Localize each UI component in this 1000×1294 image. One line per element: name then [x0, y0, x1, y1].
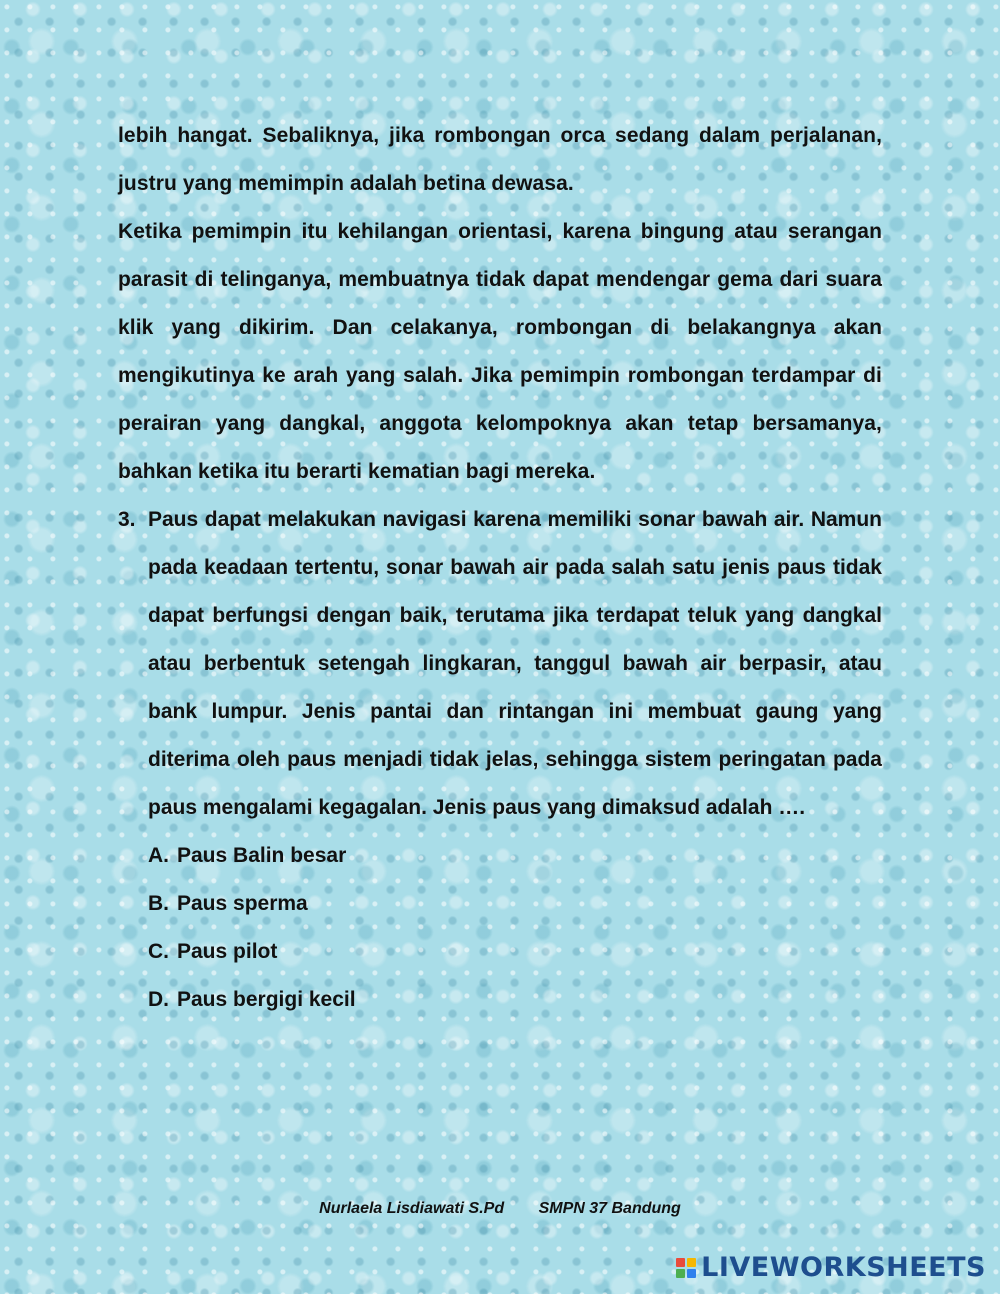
- option-text: Paus pilot: [177, 940, 278, 963]
- option-text: Paus sperma: [177, 892, 308, 915]
- logo-square-green: [676, 1269, 685, 1278]
- logo-square-blue: [687, 1269, 696, 1278]
- liveworksheets-logo-icon: [676, 1258, 696, 1278]
- question-3: [118, 496, 882, 832]
- paragraph-continuation-2: Ketika pemimpin itu kehilangan orientasi, karena bingung atau serangan parasit di telinganya, membuatnya tidak dapat mendengar gema dari suara klik yang dikirim. Dan celakanya, rombongan di belakangnya akan mengikutinya ke arah yang salah. Jika pemimpin rombongan terdampar di perairan yang dangkal, anggota kelompoknya akan tetap bersamanya, bahkan ketika itu berarti kematian bagi mereka.: [118, 220, 882, 483]
- question-number: 3.: [118, 508, 136, 531]
- paragraph-continuation-1: lebih hangat. Sebaliknya, jika rombongan orca sedang dalam perjalanan, justru yang memimpin adalah betina dewasa.: [118, 124, 882, 195]
- option-letter: D.: [148, 988, 169, 1011]
- option-b[interactable]: [148, 880, 882, 928]
- page-footer: [0, 1200, 1000, 1218]
- option-letter: C.: [148, 940, 169, 963]
- option-c[interactable]: [148, 928, 882, 976]
- answer-options: [118, 832, 882, 1024]
- logo-square-red: [676, 1258, 685, 1267]
- logo-square-yellow: [687, 1258, 696, 1267]
- liveworksheets-brand[interactable]: [676, 1252, 986, 1283]
- brand-text: LIVEWORKSHEETS: [701, 1252, 986, 1283]
- option-a[interactable]: [148, 832, 882, 880]
- option-letter: B.: [148, 892, 169, 915]
- question-text: Paus dapat melakukan navigasi karena memiliki sonar bawah air. Namun pada keadaan tertentu, sonar bawah air pada salah satu jenis paus tidak dapat berfungsi dengan baik, terutama jika terdapat teluk yang dangkal atau berbentuk setengah lingkaran, tanggul bawah air berpasir, atau bank lumpur. Jenis pantai dan rintangan ini membuat gaung yang diterima oleh paus menjadi tidak jelas, sehingga sistem peringatan pada paus mengalami kegagalan. Jenis paus yang dimaksud adalah ….: [148, 508, 882, 819]
- footer-school: SMPN 37 Bandung: [538, 1200, 681, 1217]
- option-text: Paus Balin besar: [177, 844, 347, 867]
- footer-author: Nurlaela Lisdiawati S.Pd: [319, 1200, 505, 1217]
- option-d[interactable]: [148, 976, 882, 1024]
- option-text: Paus bergigi kecil: [177, 988, 356, 1011]
- option-letter: A.: [148, 844, 169, 867]
- document-page: [118, 112, 882, 1024]
